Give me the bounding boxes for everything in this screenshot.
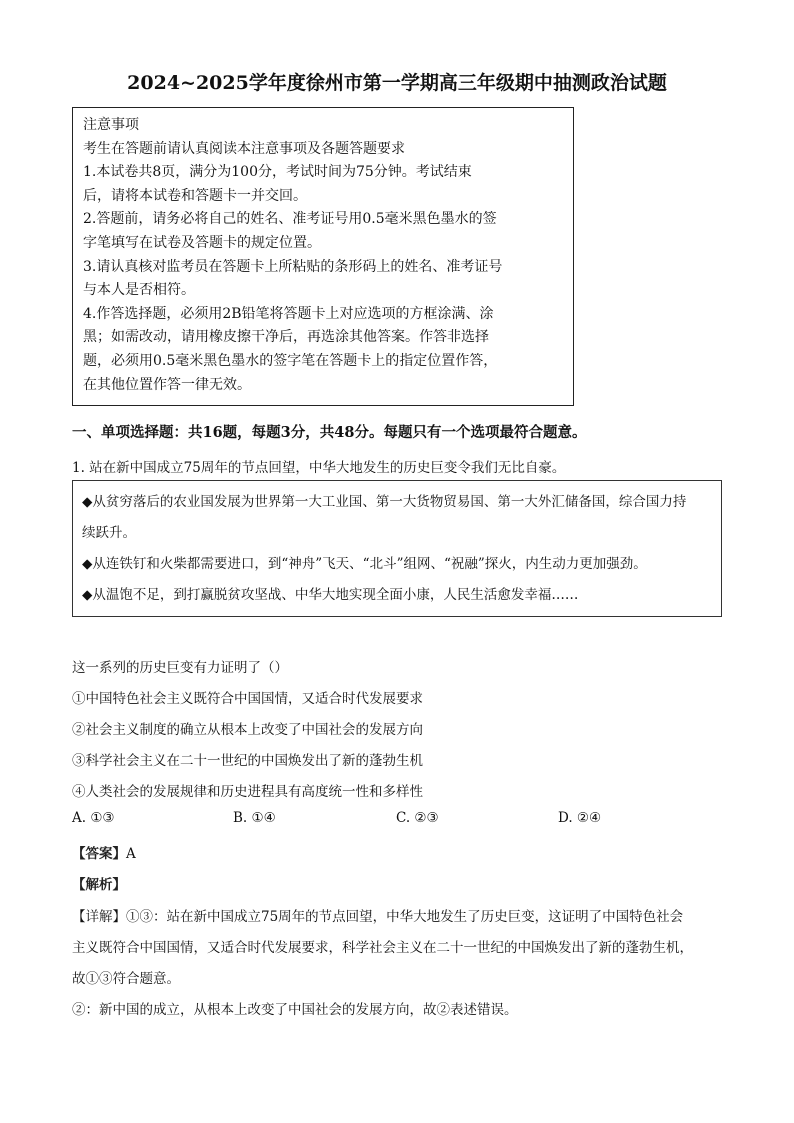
detail-line: 故①③符合题意。 <box>72 971 180 987</box>
option-a: A. ①③ <box>72 810 115 826</box>
notice-line: 后，请将本试卷和答题卡一并交回。 <box>83 187 307 204</box>
material-line: 续跃升。 <box>82 525 136 541</box>
statement-2: ②社会主义制度的确立从根本上改变了中国社会的发展方向 <box>72 722 423 738</box>
notice-line: 题，必须用0.5毫米黑色墨水的签字笔在答题卡上的指定位置作答， <box>83 352 498 369</box>
question-stem: 1. 站在新中国成立75周年的节点回望，中华大地发生的历史巨变令我们无比自豪。 <box>72 460 566 476</box>
notice-line: 4.作答选择题，必须用2B铅笔将答题卡上对应选项的方框涂满、涂 <box>83 305 494 322</box>
option-b: B. ①④ <box>233 810 276 826</box>
statement-4: ④人类社会的发展规律和历史进程具有高度统一性和多样性 <box>72 784 423 800</box>
notice-box <box>72 107 574 406</box>
detail-line: ②：新中国的成立，从根本上改变了中国社会的发展方向，故②表述错误。 <box>72 1002 518 1018</box>
notice-line: 1.本试卷共8页，满分为100分，考试时间为75分钟。考试结束 <box>83 164 472 181</box>
answer-line <box>72 842 136 862</box>
material-line: ◆从连铁钉和火柴都需要进口，到“神舟”飞天、“北斗”组网、“祝融”探火，内生动力更加强劲。 <box>82 556 647 572</box>
notice-line: 黑；如需改动，请用橡皮擦干净后，再选涂其他答案。作答非选择 <box>83 329 489 346</box>
material-line: ◆从贫穷落后的农业国发展为世界第一大工业国、第一大货物贸易国、第一大外汇储备国，综合国力持 <box>82 494 687 510</box>
notice-line: 2.答题前，请务必将自己的姓名、准考证号用0.5毫米黑色墨水的签 <box>83 211 497 228</box>
notice-line: 与本人是否相符。 <box>83 282 195 299</box>
option-c: C. ②③ <box>396 810 439 826</box>
material-line: ◆从温饱不足，到打赢脱贫攻坚战、中华大地实现全面小康，人民生活愈发幸福…… <box>82 587 579 603</box>
option-d: D. ②④ <box>558 810 602 826</box>
notice-line: 考生在答题前请认真阅读本注意事项及各题答题要求 <box>83 140 405 157</box>
analysis-label: 【解析】 <box>72 877 126 893</box>
answer-label: 【答案】 <box>72 846 126 862</box>
answer-value: A <box>126 846 136 862</box>
section-heading: 一、单项选择题：共16题，每题3分，共48分。每题只有一个选项最符合题意。 <box>72 424 587 441</box>
question-prompt: 这一系列的历史巨变有力证明了（） <box>72 660 288 676</box>
statement-3: ③科学社会主义在二十一世纪的中国焕发出了新的蓬勃生机 <box>72 753 423 769</box>
notice-line: 在其他位置作答一律无效。 <box>83 376 251 393</box>
page-title: 2024~2025学年度徐州市第一学期高三年级期中抽测政治试题 <box>127 72 667 94</box>
notice-line: 字笔填写在试卷及答题卡的规定位置。 <box>83 234 321 251</box>
detail-line: 主义既符合中国国情，又适合时代发展要求，科学社会主义在二十一世纪的中国焕发出了新的蓬勃生机， <box>72 940 693 956</box>
statement-1: ①中国特色社会主义既符合中国国情，又适合时代发展要求 <box>72 691 423 707</box>
material-box <box>72 480 722 617</box>
notice-heading: 注意事项 <box>83 117 139 133</box>
detail-line: 【详解】①③：站在新中国成立75周年的节点回望，中华大地发生了历史巨变，这证明了中国特色社会 <box>72 909 684 925</box>
notice-line: 3.请认真核对监考员在答题卡上所粘贴的条形码上的姓名、准考证号 <box>83 258 503 275</box>
analysis-line <box>72 873 126 893</box>
